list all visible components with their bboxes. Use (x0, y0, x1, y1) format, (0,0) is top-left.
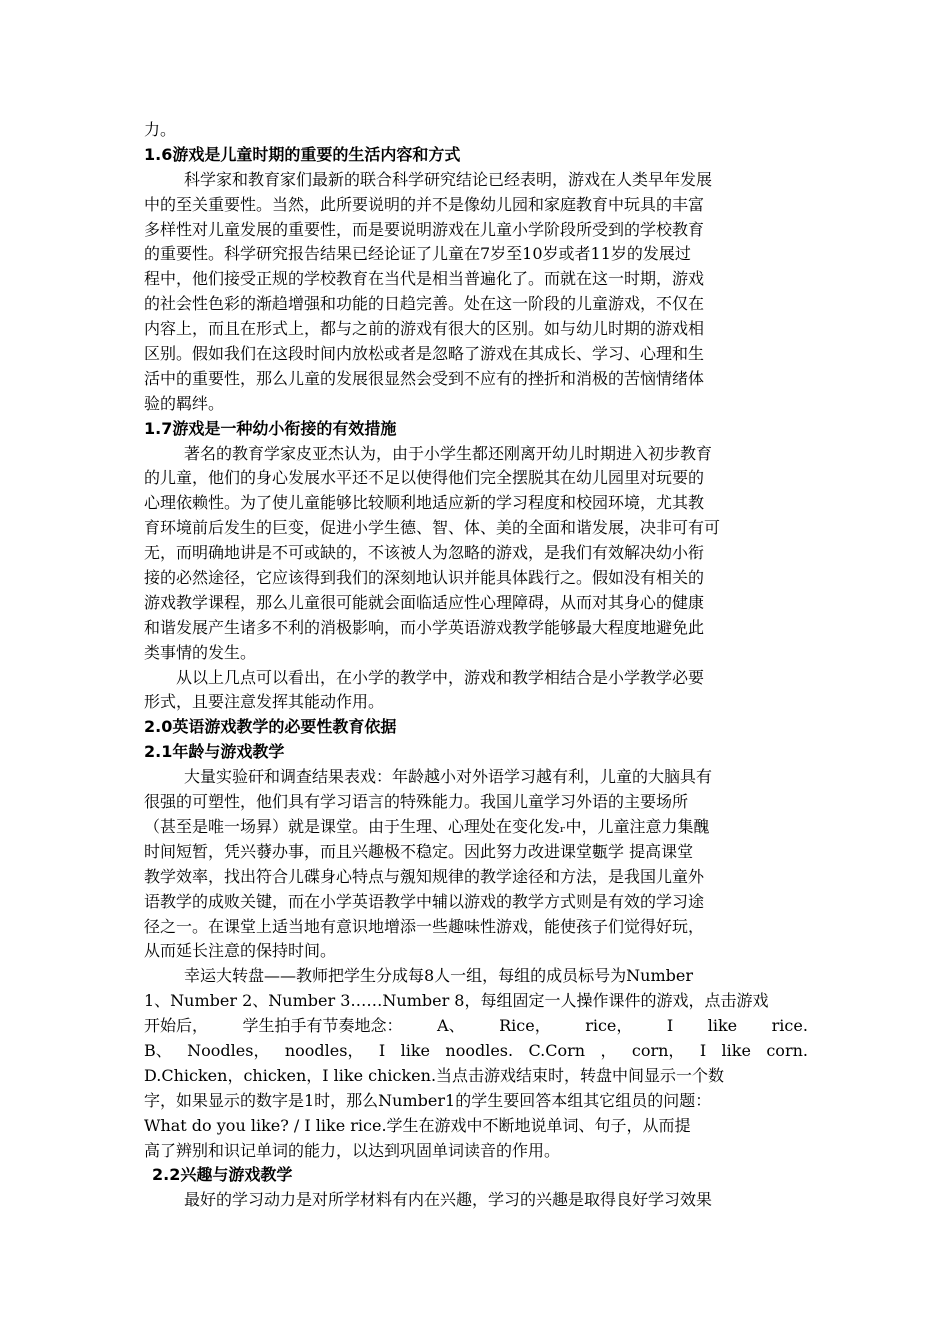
text-line: 的重要性。科学研究报告结果已经论证了儿童在7岁至10岁或者11岁的发展过 (144, 244, 691, 264)
text-line: 著名的教育学家皮亚杰认为，由于小学生都还刚离开幼儿时期进入初步教育 (184, 443, 713, 463)
text-line: 内容上，而且在形式上，都与之前的游戏有很大的区别。如与幼儿时期的游戏相 (144, 319, 705, 339)
text-line: 活中的重要性，那么儿童的发展很显然会受到不应有的挫折和消极的苦恼情绪体 (144, 368, 705, 388)
section-heading: 2.0英语游戏教学的必要性教育依据 (144, 717, 397, 737)
text-line: 和谐发展产生诸多不利的消极影响，而小学英语游戏教学能够最大程度地避免此 (144, 617, 705, 637)
text-token: like (707, 1016, 738, 1036)
text-line: 接的必然途径，它应该得到我们的深刻地认识并能具体践行之。假如没有相关的 (144, 568, 705, 588)
text-line: 类事情的发生。 (144, 642, 257, 662)
text-line: 科学家和教育家们最新的联合科学研究结论已经表明，游戏在人类早年发展 (184, 169, 713, 189)
text-line: 力。 (144, 120, 177, 139)
text-line: 语教学的成败关键，而在小学英语教学中辅以游戏的教学方式则是有效的学习途 (144, 891, 705, 911)
text-line: 的社会性色彩的渐趋增强和功能的日趋完善。处在这一阶段的儿童游戏，不仅在 (144, 294, 705, 314)
text-line: 区别。假如我们在这段时间内放松或者是忽略了游戏在其成长、学习、心理和生 (144, 344, 705, 364)
text-line: 多样性对儿童发展的重要性，而是要说明游戏在儿童小学阶段所受到的学校教育 (144, 219, 705, 239)
text-token: B、 (144, 1040, 172, 1060)
text-line (144, 1014, 808, 1039)
text-line: What do you like? / I like rice.学生在游戏中不断地说单词、句子，从而提 (144, 1115, 691, 1135)
text-line: 从而延长注意的保持时间。 (144, 941, 337, 961)
text-line: 教学效率，找出符合儿碟身心特点与覫知规律的教学途径和方法，是我国儿童外 (144, 866, 705, 886)
text-line: 1、Number 2、Number 3……Number 8，每组固定一人操作课件的游戏，点击游戏 (144, 991, 769, 1011)
text-token: like (721, 1040, 751, 1060)
section-heading: 1.6游戏是儿童时期的重要的生活内容和方式 (144, 144, 461, 164)
section-heading: 2.1年龄与游戏教学 (144, 742, 285, 762)
text-token: ， (600, 1040, 617, 1060)
text-token: Rice， (499, 1016, 551, 1036)
text-token: noodles， (284, 1040, 364, 1060)
text-token: rice， (585, 1016, 633, 1036)
text-token: 开始后， (144, 1016, 209, 1036)
text-line: 时间短暂，凭兴蕟办事，而且兴趣极不稳定。因此努力改进课堂甊学 提高课堂 (144, 841, 694, 861)
text-line: 程中，他们接受正规的学校教育在当代是相当普遍化了。而就在这一时期，游戏 (144, 269, 705, 289)
text-token: I (666, 1016, 674, 1036)
text-line: （甚至是唯一场昪）就是课堂。由于生理、心理处在变化发ᵣ中，儿童注意力集醜 (144, 816, 710, 836)
document-page (144, 118, 808, 1213)
text-token: corn， (631, 1040, 685, 1060)
text-line: 很强的可塑性，他们具有学习语言的特殊能力。我国儿童学习外语的主要场所 (144, 792, 689, 812)
text-token: noodles. (445, 1040, 514, 1060)
text-line: 心理依赖性。为了使儿童能够比较顺利地适应新的学习程度和校园环境，尤其教 (144, 493, 705, 513)
text-token: like (400, 1040, 430, 1060)
text-token: rice. (771, 1016, 808, 1036)
text-token: A、 (437, 1016, 465, 1036)
text-line: 的儿童，他们的身心发展水平还不足以使得他们完全摆脱其在幼儿园里对玩要的 (144, 468, 705, 488)
text-token: 学生拍手有节奏地念： (242, 1016, 403, 1036)
text-line: 无，而明确地讲是不可或缺的，不该被人为忽略的游戏，是我们有效解决幼小衔 (144, 543, 705, 563)
text-token: I (378, 1040, 386, 1060)
text-line: 径之一。在课堂上适当地有意识地增添一些趣味性游戏，能使孩子们觉得好玩， (144, 916, 705, 936)
text-line: 高了辨别和识记单词的能力，以达到巩固单词读音的作用。 (144, 1140, 561, 1160)
section-heading: 2.2兴趣与游戏教学 (152, 1165, 293, 1185)
section-heading: 1.7游戏是一种幼小衔接的有效措施 (144, 418, 397, 438)
text-line: 大量实验矸和调查结果表戏：年龄越小对外语学习越有利，儿童的大脑具有 (184, 767, 713, 787)
text-line: 字，如果显示的数字是1时，那么Number1的学生要回答本组其它组员的问题： (144, 1090, 712, 1110)
text-token: Noodles， (187, 1040, 270, 1060)
text-line: 最好的学习动力是对所学材料有内在兴趣，学习的兴趣是取得良好学习效果 (184, 1190, 713, 1210)
text-line (144, 1039, 808, 1064)
text-line: D.Chicken，chicken，I like chicken.当点击游戏结束时，转盘中间显示一个数 (144, 1065, 725, 1085)
text-token: corn. (766, 1040, 808, 1060)
text-line: 验的羁绊。 (144, 393, 225, 413)
text-line: 从以上几点可以看出，在小学的教学中，游戏和教学相结合是小学教学必要 (176, 667, 705, 687)
text-line: 游戏教学课程，那么儿童很可能就会面临适应性心理障碍，从而对其身心的健康 (144, 592, 705, 612)
text-line: 育环境前后发生的巨变，促进小学生德、智、体、美的全面和谐发展，决非可有可 (144, 518, 721, 538)
text-token: I (699, 1040, 707, 1060)
text-line: 中的至关重要性。当然，此所要说明的并不是像幼儿园和家庭教育中玩具的丰富 (144, 194, 705, 214)
text-line: 幸运大转盘——教师把学生分成每8人一组，每组的成员标号为Number (184, 966, 694, 986)
text-token: C.Corn (528, 1040, 586, 1060)
text-line: 形式，且要注意发挥其能动作用。 (144, 692, 385, 712)
